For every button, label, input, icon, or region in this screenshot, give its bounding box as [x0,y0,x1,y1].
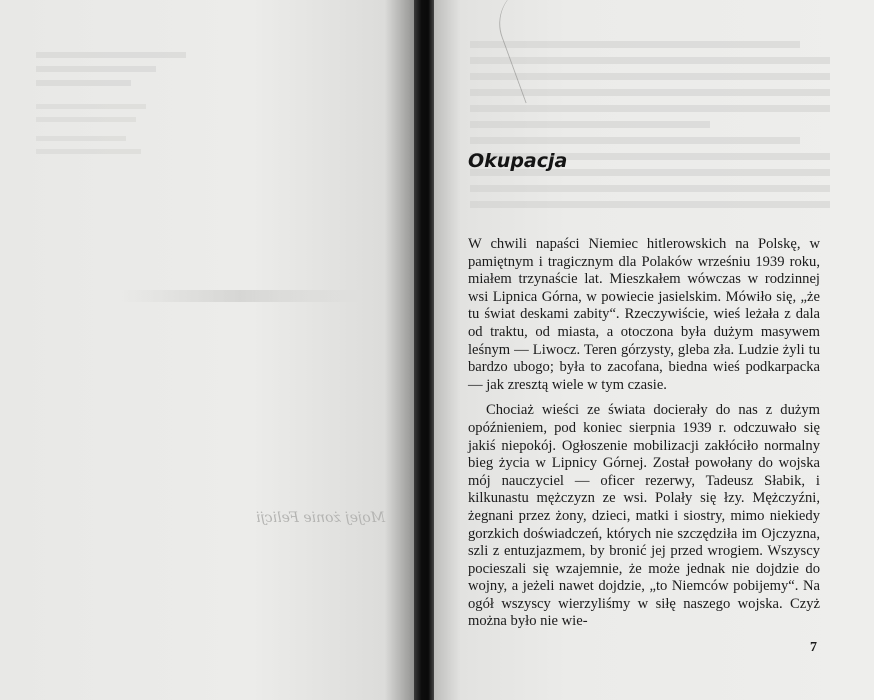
dedication: Mojej żonie Felicji [256,510,386,526]
bleed-through-mark [120,290,360,302]
paragraph: W chwili napaści Niemiec hitlerowskich na Polskę, w pamiętnym i tragicznym dla Polaków wrześniu 1939 roku, miałem trzynaście lat. Mieszkałem wówczas w rodzinnej wsi Lipnica Górna, w powiecie jasielskim. Mówiło się, „że tu świat deskami zabity“. Rzeczywiście, wieś leżała z dala od traktu, od miasta, a otoczona była dużym masywem leśnym — Liwocz. Teren górzysty, gleba zła. Ludzie żyli tu bardzo ubogo; była to zacofana, biedna wieś podkarpacka — jak zresztą wiele w tym czasie. [468,236,820,393]
bleed-through-text [36,52,206,154]
body-text [468,236,820,639]
page-number: 7 [810,640,817,655]
book-gutter [414,0,436,700]
chapter-title: Okupacja [468,150,568,172]
left-page [0,0,418,700]
paragraph: Chociaż wieści ze świata docierały do nas z dużym opóźnieniem, pod koniec sierpnia 1939 r. odczuwało się jakiś niepokój. Ogłoszenie mobilizacji zakłóciło normalny bieg życia w Lipnicy Górnej. Został powołany do wojska mój nauczyciel — oficer rezerwy, Tadeusz Słabik, i kilkunastu mężczyzn ze wsi. Polały się łzy. Mężczyźni, żegnani przez żony, dzieci, matki i siostry, mimo niekiedy gorzkich doświadczeń, których nie szczędziła im Ojczyzna, szli z entuzjazmem, by bronić jej przed wrogiem. Wszyscy pocieszali się wzajemnie, że może jednak nie dojdzie do wojny, a jeżeli nawet dojdzie, „to Niemców pobijemy“. Na ogół wszyscy wierzyliśmy w siłę naszego wojska. Czyż można było nie wie- [468,402,820,630]
